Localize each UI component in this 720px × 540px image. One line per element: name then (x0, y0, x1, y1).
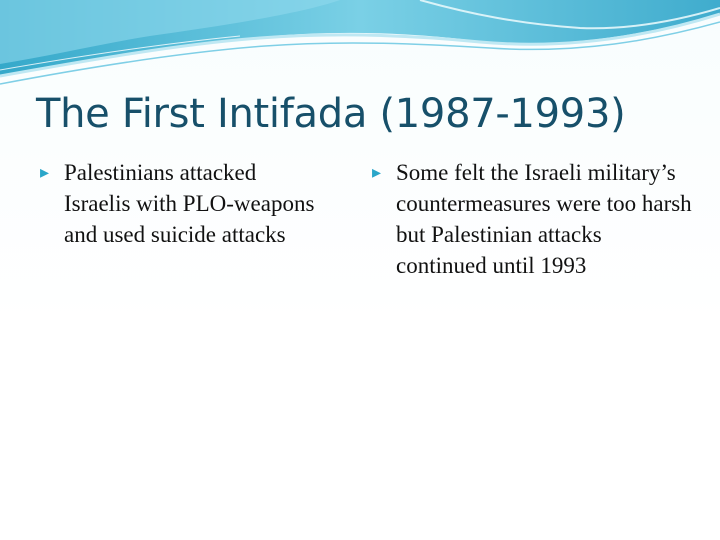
header-wave-decoration (0, 0, 720, 90)
right-column (372, 157, 692, 281)
slide-title: The First Intifada (1987-1993) (36, 91, 626, 137)
left-column (40, 157, 320, 250)
triangle-bullet-icon: ▸ (372, 162, 382, 183)
triangle-bullet-icon: ▸ (40, 162, 50, 183)
bullet-item (40, 157, 320, 250)
bullet-item (372, 157, 692, 281)
bullet-text: Palestinians attacked Israelis with PLO-weapons and used suicide attacks (64, 160, 315, 247)
bullet-text: Some felt the Israeli military’s countermeasures were too harsh but Palestinian attacks continued until 1993 (396, 160, 692, 278)
